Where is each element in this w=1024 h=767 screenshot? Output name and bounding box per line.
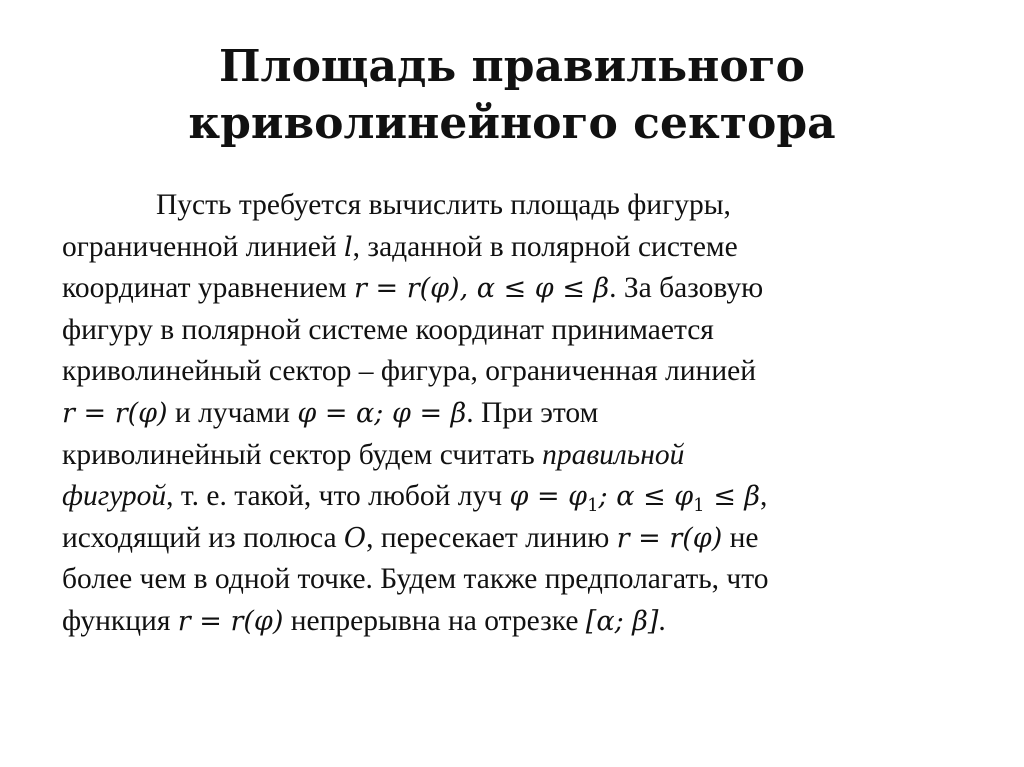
paragraph-line-7: [62, 435, 962, 477]
title-line-2: криволинейного сектора: [188, 98, 836, 149]
math-interval: [α; β]: [585, 605, 659, 637]
math-subscript: 1: [587, 495, 599, 517]
paragraph-line-8: [62, 476, 962, 518]
paragraph-line-2: [62, 227, 962, 269]
math-subscript: 1: [693, 495, 705, 517]
text-run: ограниченной линией: [62, 230, 345, 263]
math-pole: O: [343, 522, 367, 554]
math-formula: r = r(φ): [62, 397, 168, 429]
text-run: , пересекает линию: [366, 521, 617, 554]
text-run: координат уравнением: [62, 272, 354, 305]
paragraph-line-3: [62, 268, 962, 310]
emphasis-text: фигурой: [62, 480, 167, 513]
text-run: ,: [760, 480, 768, 513]
text-run: криволинейный сектор – фигура, ограниченная линией: [62, 355, 757, 388]
math-formula: r = r(φ): [177, 605, 284, 637]
paragraph-line-1: [62, 185, 962, 227]
text-run: непрерывна на отрезке: [283, 604, 586, 637]
math-part: φ = φ: [509, 481, 588, 513]
paragraph-line-6: [62, 393, 962, 435]
paragraph-line-9: [62, 518, 962, 560]
paragraph-line-11: [62, 601, 962, 643]
text-run: не: [722, 521, 759, 554]
body-paragraph: [62, 185, 962, 643]
text-run: фигуру в полярной системе координат принимается: [62, 313, 714, 346]
math-formula: [509, 481, 761, 517]
text-run: функция: [62, 604, 178, 637]
math-formula: φ = α; φ = β: [297, 397, 467, 429]
text-run: более чем в одной точке. Будем также предполагать, что: [62, 563, 769, 596]
math-formula: r = r(φ), α ≤ φ ≤ β: [354, 273, 610, 305]
text-run: и лучами: [167, 396, 298, 429]
text-run: Пусть требуется вычислить площадь фигуры,: [156, 189, 731, 221]
paragraph-line-5: [62, 351, 962, 393]
text-run: .: [658, 604, 666, 637]
title-line-1: Площадь правильного: [219, 41, 805, 92]
text-run: , заданной в полярной системе: [352, 230, 738, 263]
math-part: ≤ β: [704, 481, 761, 513]
slide-title: [0, 38, 1024, 152]
paragraph-line-4: [62, 310, 962, 352]
math-l: l: [344, 231, 353, 263]
text-run: криволинейный сектор будем считать: [62, 438, 543, 471]
paragraph-line-10: [62, 559, 962, 601]
emphasis-text: правильной: [542, 438, 685, 471]
math-formula: r = r(φ): [616, 522, 723, 554]
text-run: . За базовую: [609, 272, 764, 305]
math-part: ; α ≤ φ: [598, 481, 694, 513]
text-run: , т. е. такой, что любой луч: [166, 480, 510, 513]
text-run: . При этом: [466, 396, 599, 429]
text-run: исходящий из полюса: [62, 521, 344, 554]
